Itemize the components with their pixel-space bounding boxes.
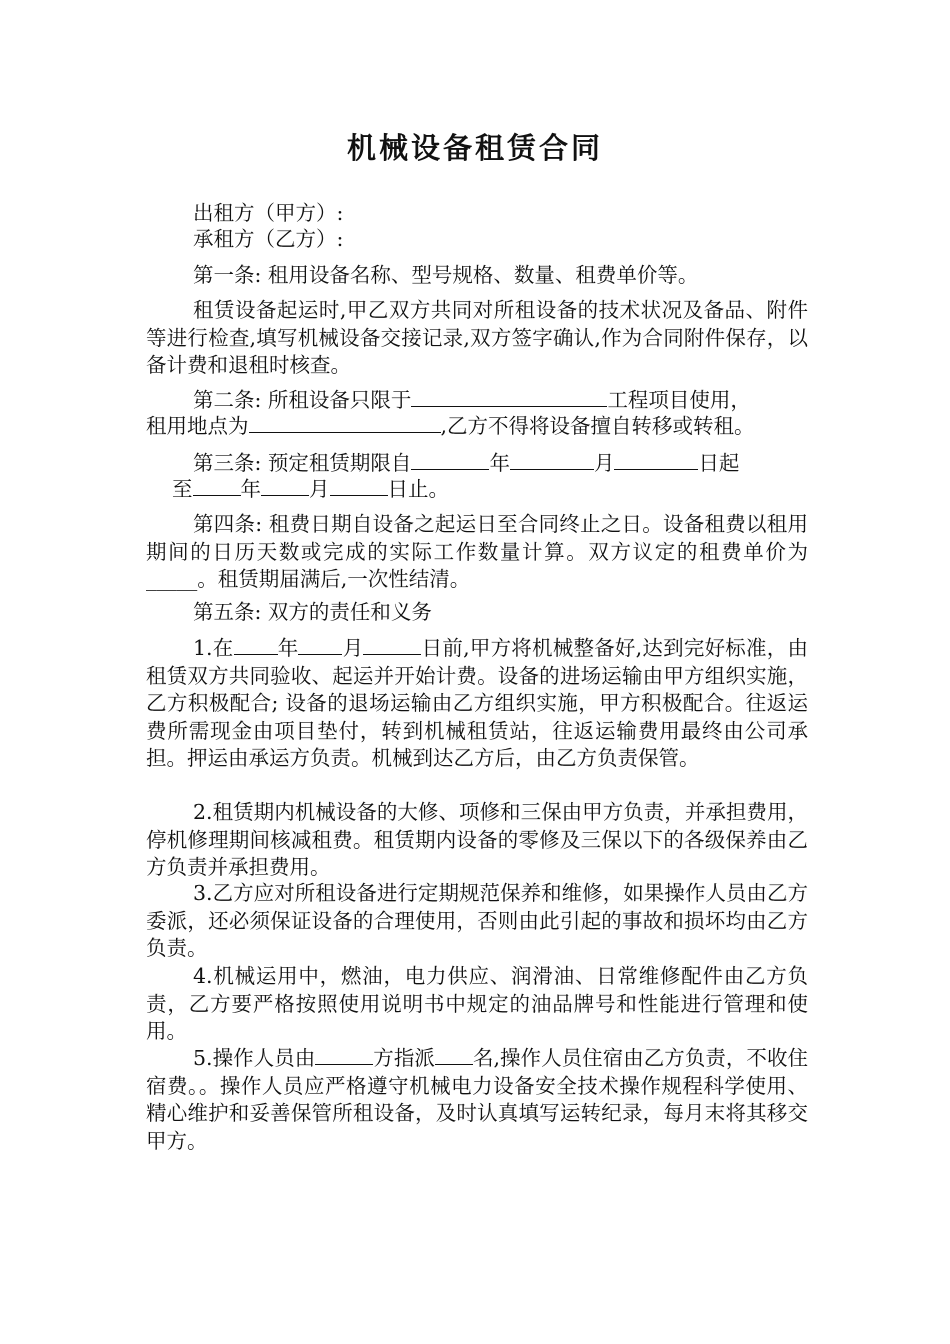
article-3-month-a: 月 bbox=[593, 451, 615, 475]
start-day-blank bbox=[614, 449, 698, 470]
article-3-year-b: 年 bbox=[240, 477, 261, 501]
article-3-day-end: 日止。 bbox=[387, 477, 449, 501]
article-2-line-1 bbox=[146, 386, 816, 415]
end-month-blank bbox=[261, 475, 309, 496]
item-1-text-b: 日前,甲方将机械整备好,达到完好标准，由租赁双方共同验收、起运并开始计费。设备的进场运输由甲方组织实施，乙方积极配合; 设备的退场运输由乙方组织实施，甲方积极配合。往返运费所需现金由项目垫付，转到机械租赁站，往返运输费用最终由公司承担。押运由承运方负责。机械到达乙方后，由乙方负责保管。 bbox=[146, 636, 808, 770]
end-year-blank bbox=[193, 475, 241, 496]
article-4-text-b: 。租赁期届满后,一次性结清。 bbox=[197, 567, 471, 591]
end-day-blank bbox=[330, 475, 388, 496]
lessor-label: 出租方（甲方）: bbox=[193, 201, 344, 225]
article-5-item-3: 3.乙方应对所租设备进行定期规范保养和维修，如果操作人员由乙方委派，还必须保证设备的合理使用，否则由此引起的事故和损坏均由乙方负责。 bbox=[146, 881, 808, 960]
article-1-body: 租赁设备起运时,甲乙双方共同对所租设备的技术状况及备品、附件等进行检查,填写机械设备交接记录,双方签字确认,作为合同附件保存，以备计费和退租时核查。 bbox=[146, 298, 808, 377]
article-5-item-4: 4.机械运用中，燃油，电力供应、润滑油、日常维修配件由乙方负责，乙方要严格按照使用说明书中规定的油品牌号和性能进行管理和使用。 bbox=[146, 964, 808, 1043]
item-1-year: 年 bbox=[277, 636, 299, 660]
item-1-year-blank bbox=[234, 634, 278, 655]
article-5-item-5 bbox=[146, 1044, 808, 1155]
article-3-year-a: 年 bbox=[489, 451, 510, 475]
article-3-line-1 bbox=[146, 449, 816, 478]
article-1-heading: 第一条: 租用设备名称、型号规格、数量、租费单价等。 bbox=[193, 263, 699, 287]
article-3-text-a: 第三条: 预定租赁期限自 bbox=[193, 451, 412, 475]
article-3-line-2 bbox=[172, 475, 842, 504]
article-5-item-2: 2.租赁期内机械设备的大修、项修和三保由甲方负责，并承担费用，停机修理期间核减租费。租赁期内设备的零修及三保以下的各级保养由乙方负责并承担费用。 bbox=[146, 800, 808, 879]
operator-party-blank bbox=[315, 1044, 373, 1065]
article-2-text-a: 第二条: 所租设备只限于 bbox=[193, 388, 412, 412]
article-4-text-a: 第四条: 租费日期自设备之起运日至合同终止之日。设备租费以租用期间的日历天数或完成的实际工作数量计算。双方议定的租费单价为 bbox=[146, 512, 808, 564]
project-name-blank bbox=[411, 386, 607, 407]
item-5-text-b: 方指派 bbox=[373, 1046, 435, 1070]
location-blank bbox=[249, 412, 441, 433]
article-3-to: 至 bbox=[172, 477, 193, 501]
lessee-label: 承租方（乙方）: bbox=[193, 227, 344, 251]
article-3-month-b: 月 bbox=[309, 477, 330, 501]
item-1-day-blank bbox=[363, 634, 421, 655]
article-5-item-1 bbox=[146, 634, 808, 773]
item-1-text-a: 1.在 bbox=[193, 636, 234, 660]
article-5-heading: 第五条: 双方的责任和义务 bbox=[193, 600, 432, 624]
unit-price-blank: _____ bbox=[146, 567, 198, 591]
article-3-day-start: 日起 bbox=[698, 451, 740, 475]
item-5-text-a: 5.操作人员由 bbox=[193, 1046, 316, 1070]
article-2-text-c: 租用地点为 bbox=[146, 414, 249, 438]
article-2-line-2 bbox=[146, 412, 816, 441]
article-2-text-d: ,乙方不得将设备擅自转移或转租。 bbox=[440, 414, 755, 438]
item-1-month-blank bbox=[298, 634, 342, 655]
start-month-blank bbox=[510, 449, 594, 470]
article-4 bbox=[146, 511, 808, 594]
item-5-text-c: 名,操作人员住宿由乙方负责，不收住宿费。。操作人员应严格遵守机械电力设备安全技术操作规程科学使用、精心维护和妥善保管所租设备，及时认真填写运转纪录，每月末将其移交甲方。 bbox=[146, 1046, 809, 1153]
start-year-blank bbox=[411, 449, 489, 470]
item-1-month: 月 bbox=[342, 636, 364, 660]
article-2-text-b: 工程项目使用， bbox=[607, 388, 751, 412]
document-title: 机械设备租赁合同 bbox=[346, 131, 603, 165]
operator-count-blank bbox=[435, 1044, 473, 1065]
